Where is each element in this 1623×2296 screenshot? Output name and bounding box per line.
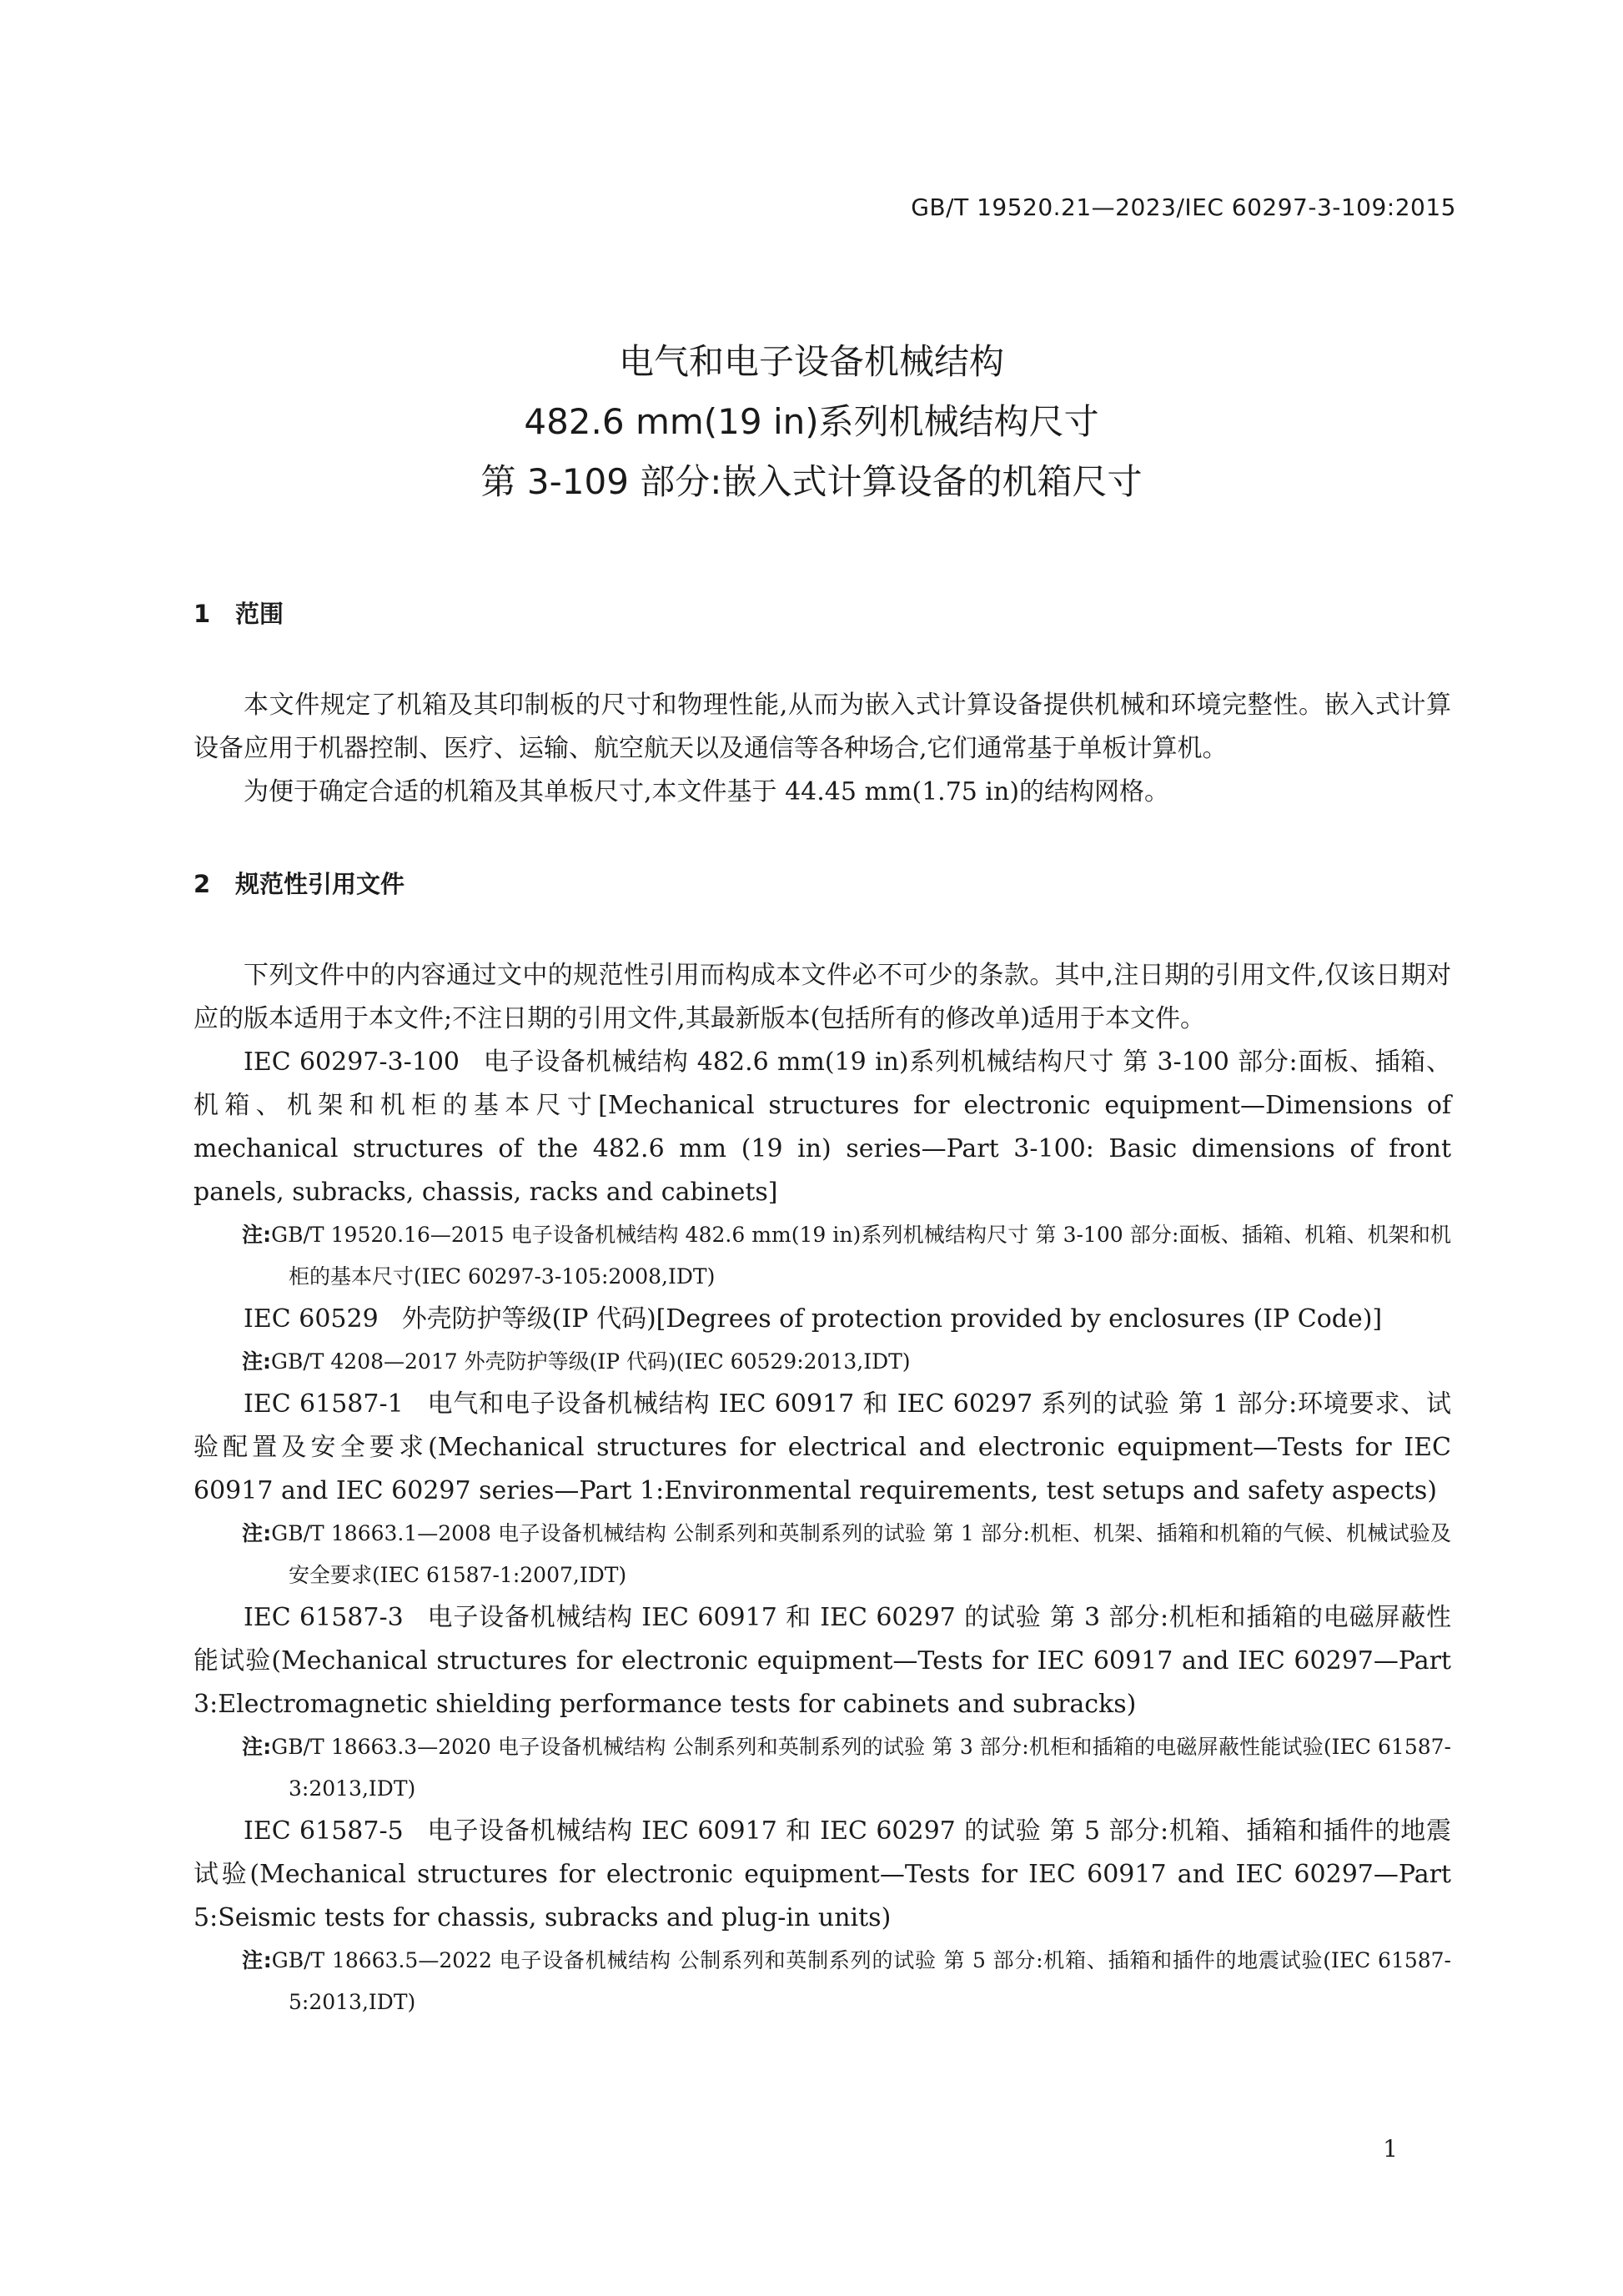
section-title: 范围 bbox=[235, 600, 284, 628]
title-line-3: 第 3-109 部分:嵌入式计算设备的机箱尺寸 bbox=[480, 461, 1143, 502]
reference-entry bbox=[193, 1298, 1451, 1341]
note-text: GB/T 19520.16—2015 电子设备机械结构 482.6 mm(19 in)系列机械结构尺寸 第 3-100 部分:面板、插箱、机箱、机架和机柜的基本尺寸(IEC 60297-3-105:2008,IDT) bbox=[271, 1223, 1451, 1289]
standard-code: GB/T 19520.21—2023/IEC 60297-3-109:2015 bbox=[911, 193, 1456, 221]
note-text: GB/T 18663.5—2022 电子设备机械结构 公制系列和英制系列的试验 第 5 部分:机箱、插箱和插件的地震试验(IEC 61587-5:2013,IDT) bbox=[271, 1948, 1452, 2014]
reference-code: IEC 61587-1 bbox=[244, 1389, 404, 1419]
references-intro: 下列文件中的内容通过文中的规范性引用而构成本文件必不可少的条款。其中,注日期的引用文件,仅该日期对应的版本适用于本文件;不注日期的引用文件,其最新版本(包括所有的修改单)适用于本文件。 bbox=[193, 961, 1451, 1033]
section-number: 1 bbox=[193, 600, 211, 628]
reference-title: 电气和电子设备机械结构 IEC 60917 和 IEC 60297 系列的试验 第 1 部分:环境要求、试验配置及安全要求(Mechanical structures for electrical and electronic equipment—Tests for IEC 60917 and IEC 60297 series—Part 1:Environmental requirements, test setups and safety aspects) bbox=[193, 1389, 1452, 1505]
scope-paragraph: 本文件规定了机箱及其印制板的尺寸和物理性能,从而为嵌入式计算设备提供机械和环境完整性。嵌入式计算设备应用于机器控制、医疗、运输、航空航天以及通信等各种场合,它们通常基于单板计算机。 bbox=[193, 691, 1451, 763]
reference-code: IEC 61587-5 bbox=[244, 1816, 404, 1846]
reference-note bbox=[193, 1940, 1451, 2023]
reference-entry bbox=[193, 1041, 1451, 1214]
note-label: 注: bbox=[242, 1735, 272, 1759]
title-line-1: 电气和电子设备机械结构 bbox=[618, 341, 1004, 382]
section-title: 规范性引用文件 bbox=[235, 870, 405, 898]
document-body bbox=[193, 592, 1451, 2023]
section-heading-normative-references bbox=[193, 862, 1451, 906]
reference-code: IEC 60529 bbox=[244, 1304, 379, 1334]
note-label: 注: bbox=[242, 1349, 271, 1374]
reference-entry bbox=[193, 1810, 1451, 1940]
reference-note bbox=[193, 1726, 1451, 1810]
section-number: 2 bbox=[193, 870, 211, 898]
note-text: GB/T 4208—2017 外壳防护等级(IP 代码)(IEC 60529:2013,IDT) bbox=[271, 1349, 911, 1374]
reference-title: 电子设备机械结构 482.6 mm(19 in)系列机械结构尺寸 第 3-100 部分:面板、插箱、机箱、机架和机柜的基本尺寸[Mechanical structures for electronic equipment—Dimensions of mechanical structures of the 482.6 mm (19 in) series—Part 3-100: Basic dimensions of front panels, subracks, chassis, racks and cabinets] bbox=[193, 1048, 1452, 1207]
reference-entry bbox=[193, 1596, 1451, 1726]
reference-title: 电子设备机械结构 IEC 60917 和 IEC 60297 的试验 第 3 部分:机柜和插箱的电磁屏蔽性能试验(Mechanical structures for electronic equipment—Tests for IEC 60917 and IEC 60297—Part 3:Electromagnetic shielding performance tests for cabinets and subracks) bbox=[193, 1603, 1452, 1719]
note-label: 注: bbox=[242, 1223, 272, 1247]
note-text: GB/T 18663.1—2008 电子设备机械结构 公制系列和英制系列的试验 第 1 部分:机柜、机架、插箱和机箱的气候、机械试验及安全要求(IEC 61587-1:2007,IDT) bbox=[271, 1521, 1451, 1587]
reference-code: IEC 60297-3-100 bbox=[244, 1048, 460, 1077]
reference-note bbox=[193, 1214, 1451, 1298]
reference-code: IEC 61587-3 bbox=[244, 1603, 404, 1632]
note-label: 注: bbox=[242, 1521, 272, 1545]
scope-paragraph: 为便于确定合适的机箱及其单板尺寸,本文件基于 44.45 mm(1.75 in)的结构网格。 bbox=[244, 777, 1170, 806]
reference-note bbox=[193, 1513, 1451, 1596]
page-number: 1 bbox=[1383, 2135, 1398, 2163]
note-label: 注: bbox=[242, 1948, 272, 1972]
document-title bbox=[0, 332, 1623, 512]
section-heading-scope bbox=[193, 592, 1451, 636]
reference-note bbox=[193, 1341, 1451, 1383]
reference-title: 外壳防护等级(IP 代码)[Degrees of protection provided by enclosures (IP Code)] bbox=[401, 1304, 1383, 1334]
title-line-2: 482.6 mm(19 in)系列机械结构尺寸 bbox=[524, 401, 1099, 442]
reference-title: 电子设备机械结构 IEC 60917 和 IEC 60297 的试验 第 5 部分:机箱、插箱和插件的地震试验(Mechanical structures for electronic equipment—Tests for IEC 60917 and IEC 60297—Part 5:Seismic tests for chassis, subracks and plug-in units) bbox=[193, 1816, 1452, 1932]
reference-entry bbox=[193, 1383, 1451, 1513]
note-text: GB/T 18663.3—2020 电子设备机械结构 公制系列和英制系列的试验 第 3 部分:机柜和插箱的电磁屏蔽性能试验(IEC 61587-3:2013,IDT) bbox=[271, 1735, 1452, 1801]
